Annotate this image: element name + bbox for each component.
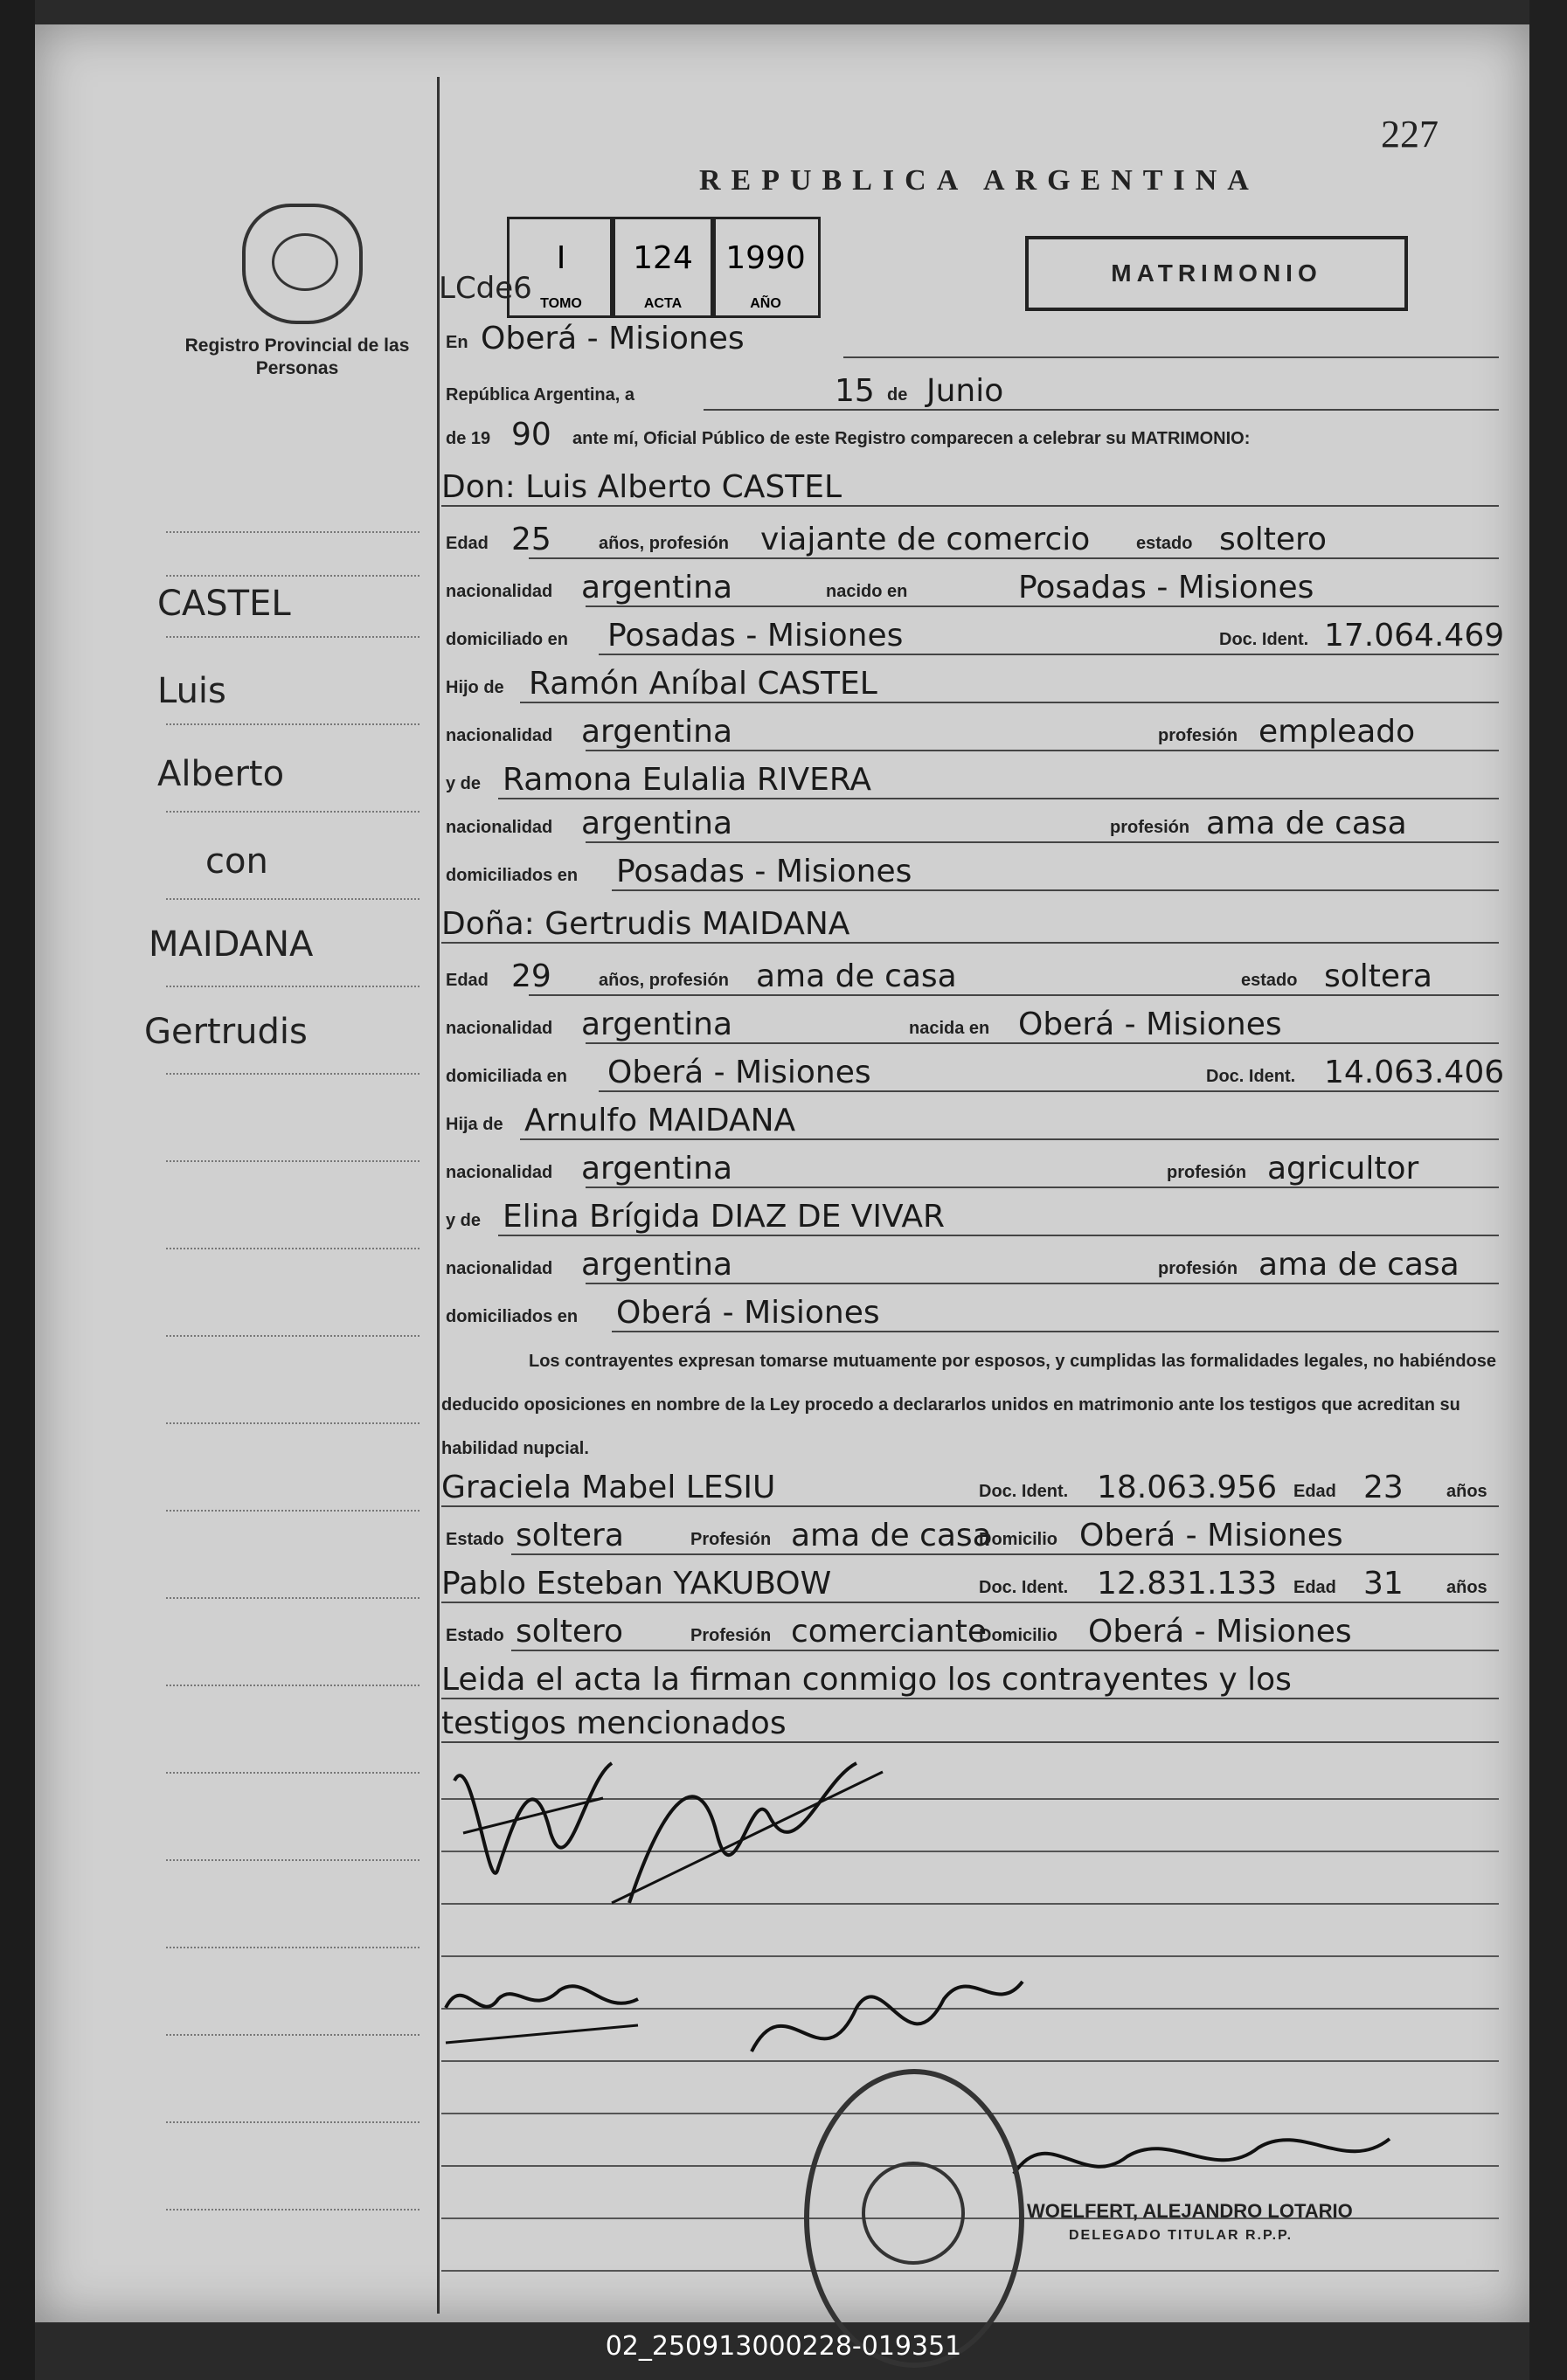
groom-parents-domicile: Posadas - Misiones [616,854,912,889]
bride-father-profession: agricultor [1267,1151,1419,1187]
groom-name-row [441,461,1499,514]
tomo-box [507,217,615,318]
margin-surname-bride: MAIDANA [149,924,314,965]
estado-label: Estado [446,1530,504,1549]
margin-rule [166,898,419,900]
doc-label: Doc. Ident. [979,1482,1069,1501]
register-page [35,24,1529,2322]
closing-text-2: testigos mencionados [441,1705,787,1741]
domiciles-label: domiciliados en [446,1307,579,1326]
estado-label: estado [1136,534,1193,553]
month-value: Junio [926,373,1004,409]
witness2-profession: comerciante [791,1614,987,1650]
born-label: nacida en [909,1019,990,1038]
page-number: 227 [1381,113,1439,156]
bride-parents-domicile: Oberá - Misiones [616,1295,880,1331]
nationality-label: nacionalidad [446,1259,553,1278]
registry-name: Registro Provincial de las Personas [184,336,410,378]
profession-label: profesión [1110,818,1190,837]
anos-label: años [1446,1482,1487,1501]
edad-label: Edad [446,534,489,553]
ano-label: AÑO [750,296,781,311]
page-title: REPUBLICA ARGENTINA [699,164,1259,197]
day-value: 15 [835,373,875,409]
margin-rule [166,2034,419,2036]
hijo-label: Hijo de [446,678,504,697]
bride-father-nat-row [441,1143,1499,1195]
official-role: DELEGADO TITULAR R.P.P. [1069,2228,1293,2243]
margin-rule [166,636,419,638]
edad-label: Edad [446,971,489,990]
acta-box [610,217,716,318]
groom-age-row [441,514,1499,566]
groom-profession: viajante de comercio [760,522,1091,557]
groom-mother: Ramona Eulalia RIVERA [503,762,872,798]
margin-rule [166,986,419,987]
margin-rule [166,1335,419,1337]
place-value: Oberá - Misiones [481,321,745,356]
witness2-age: 31 [1363,1566,1404,1602]
tomo-value: I [556,240,566,276]
hija-label: Hija de [446,1115,503,1134]
groom-domicile: Posadas - Misiones [607,618,904,654]
witness2-doc: 12.831.133 [1097,1566,1278,1602]
bride-mother-nat-row [441,1239,1499,1291]
witness1-signature [428,1955,690,2069]
bride-name-row [441,898,1499,951]
bride-domicile-row [441,1047,1505,1099]
groom-mother-profession: ama de casa [1206,806,1407,841]
bride-mother: Elina Brígida DIAZ DE VIVAR [503,1199,945,1235]
domiciles-label: domiciliados en [446,866,579,885]
margin-rule [166,2121,419,2123]
edad-label: Edad [1293,1482,1336,1501]
nationality-label: nacionalidad [446,818,553,837]
margin-rule [166,1685,419,1686]
profession-label: Profesión [690,1626,772,1645]
province-seal-icon [242,204,363,324]
margin-rule [166,1510,419,1512]
witness1-name-row [441,1462,1499,1514]
domicile-label: Domicilio [979,1626,1058,1645]
bride-estado: soltera [1324,958,1432,994]
margin-rule [166,1160,419,1162]
bride-nationality-row [441,999,1499,1051]
bride-name: Doña: Gertrudis MAIDANA [441,906,850,942]
bride-nationality: argentina [581,1007,733,1042]
year-suffix: 90 [511,417,551,453]
margin-name-groom: Luis [157,671,226,711]
bride-doc: 14.063.406 [1324,1055,1505,1090]
witness2-estado-row [441,1606,1499,1658]
groom-father-profession: empleado [1258,714,1416,750]
domicile-label: Domicilio [979,1530,1058,1549]
bride-signature [594,1728,909,1955]
profession-label: profesión [1167,1163,1247,1182]
margin-rule [166,723,419,725]
profession-label: profesión [1158,726,1238,745]
profession-label: años, profesión [599,971,729,990]
groom-nationality-row [441,562,1499,614]
domicile-label: domiciliada en [446,1067,567,1086]
margin-connector: con [205,841,268,882]
groom-born: Posadas - Misiones [1018,570,1314,605]
bride-parents-domicile-row [441,1287,1499,1339]
groom-father-nationality: argentina [581,714,733,750]
republic-label: República Argentina, a [446,385,634,405]
doc-label: Doc. Ident. [1206,1067,1296,1086]
book-spine [0,0,35,2380]
profession-label: años, profesión [599,534,729,553]
groom-mother-nat-row [441,798,1499,850]
bride-father-row [441,1095,1499,1147]
nationality-label: nacionalidad [446,1019,553,1038]
margin-rule [166,1422,419,1424]
witness1-estado: soltera [516,1518,624,1553]
book-code: LCde6 [439,271,532,306]
year-row [441,409,1499,461]
margin-rule [166,1947,419,1948]
witness1-age: 23 [1363,1470,1404,1505]
acta-label: ACTA [643,296,683,311]
bride-born: Oberá - Misiones [1018,1007,1282,1042]
margin-rule [166,1597,419,1599]
acta-value: 124 [633,240,693,276]
witness2-name: Pablo Esteban YAKUBOW [441,1566,832,1602]
groom-mother-nationality: argentina [581,806,733,841]
estado-label: Estado [446,1626,504,1645]
margin-rule [166,1073,419,1075]
bride-mother-nationality: argentina [581,1247,733,1283]
act-type-box: MATRIMONIO [1025,236,1408,311]
witness2-domicile: Oberá - Misiones [1088,1614,1352,1650]
margin-rule [166,575,419,577]
domicile-label: domiciliado en [446,630,569,649]
groom-parents-domicile-row [441,846,1499,898]
edad-label: Edad [1293,1578,1336,1597]
born-label: nacido en [826,582,908,601]
margin-name-bride: Gertrudis [144,1012,308,1052]
groom-domicile-row [441,610,1505,662]
page-edge [1529,0,1567,2380]
witness1-domicile: Oberá - Misiones [1079,1518,1343,1553]
margin-middle-groom: Alberto [157,754,285,794]
groom-doc: 17.064.469 [1324,618,1505,654]
bride-domicile: Oberá - Misiones [607,1055,871,1090]
profession-label: Profesión [690,1530,772,1549]
witness1-profession: ama de casa [791,1518,992,1553]
doc-label: Doc. Ident. [1219,630,1309,649]
groom-father: Ramón Aníbal CASTEL [529,666,877,702]
official-signature [996,2104,1416,2244]
closing-text-1: Leida el acta la firman conmigo los contrayentes y los [441,1662,1292,1698]
witness1-estado-row [441,1510,1499,1562]
groom-father-row [441,658,1499,710]
groom-estado: soltero [1219,522,1328,557]
margin-surname-groom: CASTEL [157,584,291,624]
bride-father: Arnulfo MAIDANA [524,1103,796,1138]
bride-profession: ama de casa [756,958,957,994]
witness2-estado: soltero [516,1614,624,1650]
year-prefix: de 19 [446,429,491,448]
margin-rule [166,811,419,813]
margin-rule [166,1859,419,1861]
yde-label: y de [446,1211,482,1230]
official-stamp-icon [804,2069,1024,2368]
estado-label: estado [1241,971,1298,990]
doc-label: Doc. Ident. [979,1578,1069,1597]
ano-box [711,217,821,318]
bride-mother-profession: ama de casa [1258,1247,1460,1283]
margin-rule [166,1772,419,1774]
bride-age: 29 [511,958,551,994]
intro-text: ante mí, Oficial Público de este Registro comparecen a celebrar su MATRIMONIO: [572,429,1251,448]
nationality-label: nacionalidad [446,582,553,601]
nationality-label: nacionalidad [446,726,553,745]
witness2-name-row [441,1558,1499,1610]
de-label: de [887,385,908,405]
anos-label: años [1446,1578,1487,1597]
witness1-doc: 18.063.956 [1097,1470,1278,1505]
ano-value: 1990 [725,240,806,276]
bride-father-nationality: argentina [581,1151,733,1187]
place-row [441,313,1499,365]
groom-nationality: argentina [581,570,733,605]
scan-id-footer: 02_250913000228-019351 [605,2331,962,2362]
witness1-name: Graciela Mabel LESIU [441,1470,776,1505]
bride-age-row [441,951,1499,1003]
margin-rule [166,531,419,533]
official-name: WOELFERT, ALEJANDRO LOTARIO [1027,2200,1353,2222]
tomo-label: TOMO [540,296,582,311]
groom-father-nat-row [441,706,1499,758]
nationality-label: nacionalidad [446,1163,553,1182]
profession-label: profesión [1158,1259,1238,1278]
bride-mother-row [441,1191,1499,1243]
yde-label: y de [446,774,482,793]
groom-name: Don: Luis Alberto CASTEL [441,469,842,505]
en-label: En [446,333,468,352]
declaration-text: Los contrayentes expresan tomarse mutuamente por esposos, y cumplidas las formalidades legales, no habiéndose deducido oposiciones en nombre de la Ley procedo a declararlos unidos en matrimonio ante los testigos que acreditan su habilidad nupcial. [441,1352,1497,1458]
margin-rule [166,2209,419,2210]
margin-rule [166,1248,419,1249]
groom-age: 25 [511,522,551,557]
